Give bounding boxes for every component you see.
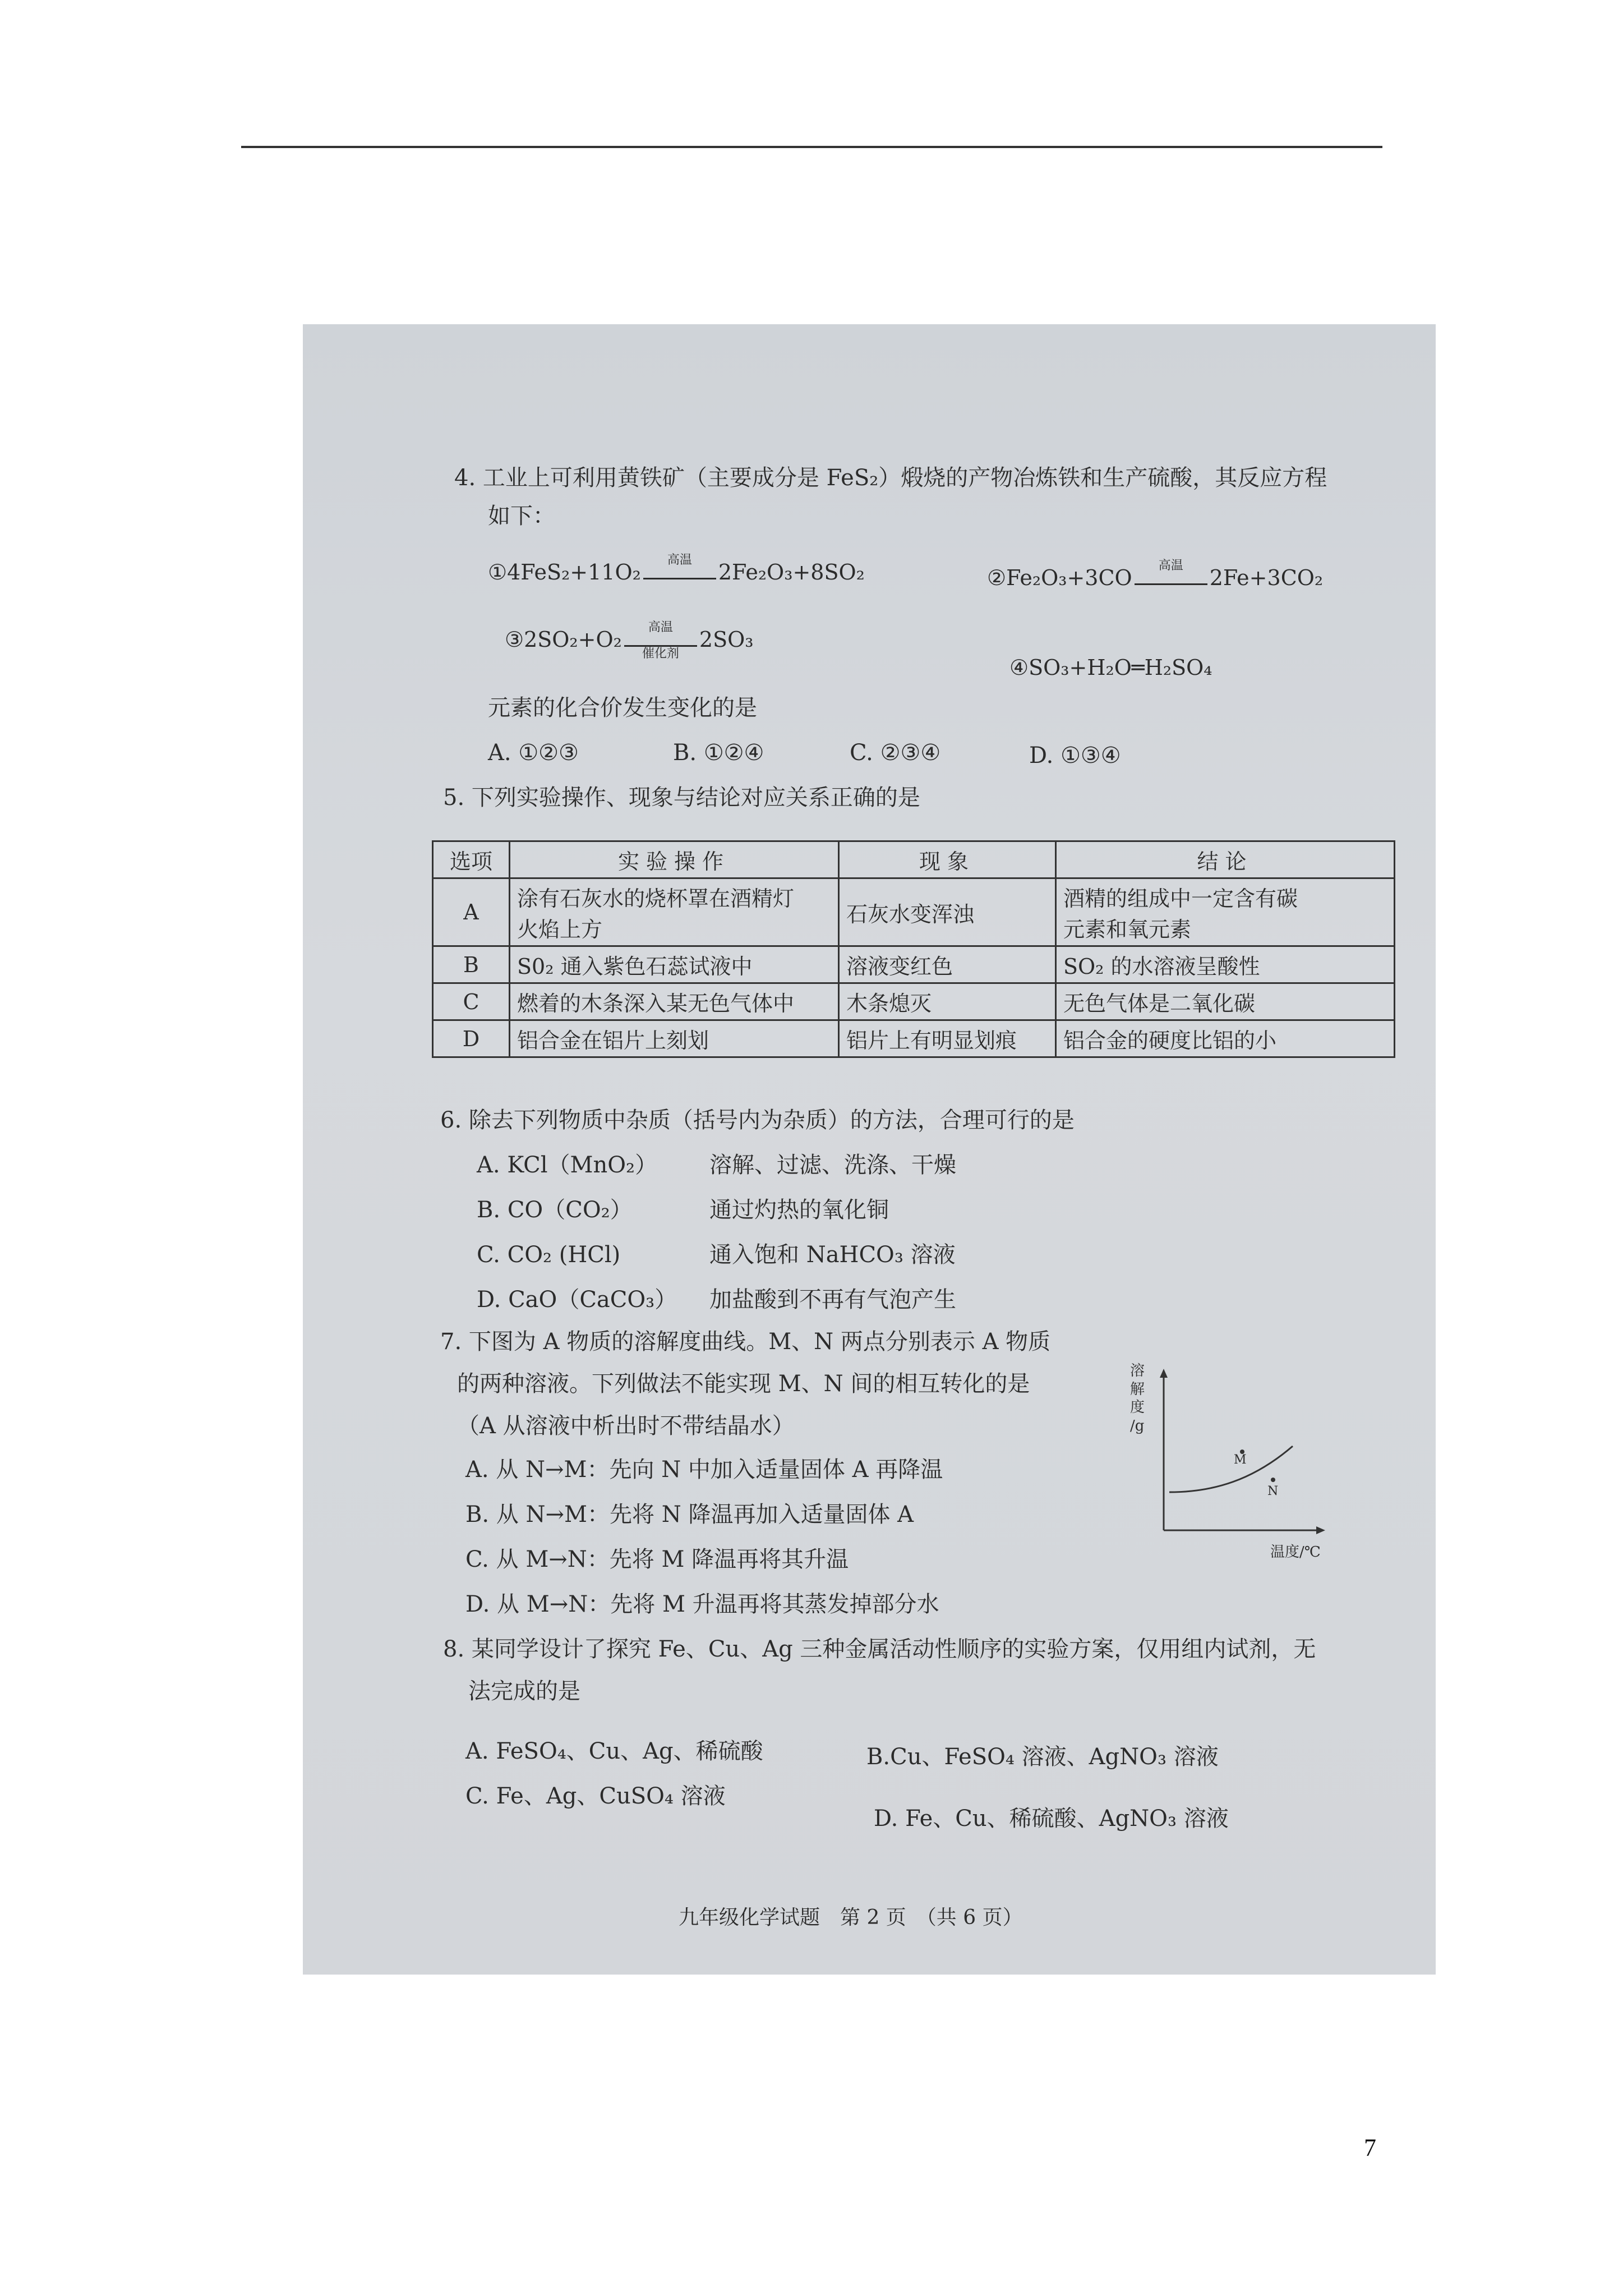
eq3-left: ③2SO₂+O₂ — [505, 627, 622, 652]
q4-equation-3 — [505, 620, 754, 661]
scan-footer: 九年级化学试题 第 2 页 （共 6 页） — [679, 1906, 1023, 1929]
q7-stem-line3: （A 从溶液中析出时不带结晶水） — [457, 1413, 795, 1439]
eq2-condition: 高温 — [1158, 559, 1183, 573]
q6-option-a-method: 溶解、过滤、洗涤、干燥 — [709, 1152, 956, 1178]
q4-option-b: B. ①②④ — [673, 740, 764, 766]
eq2-left: ②Fe₂O₃+3CO — [987, 565, 1132, 590]
q7-stem-line1: 7. 下图为 A 物质的溶解度曲线。M、N 两点分别表示 A 物质 — [440, 1329, 1051, 1355]
q6-option-d-method: 加盐酸到不再有气泡产生 — [709, 1287, 956, 1313]
q4-option-d: D. ①③④ — [1029, 743, 1121, 769]
eq1-right: 2Fe₂O₃+8SO₂ — [718, 560, 865, 585]
table-row — [433, 878, 1395, 946]
header-option: 选项 — [433, 841, 510, 878]
eq1-condition: 高温 — [667, 553, 692, 567]
point-m-label: M — [1234, 1453, 1247, 1467]
q8-option-a: A. FeSO₄、Cu、Ag、稀硫酸 — [465, 1738, 763, 1764]
eq1-left: ①4FeS₂+11O₂ — [488, 560, 641, 585]
header-conclusion: 结论 — [1056, 841, 1395, 878]
q6-option-b-label: B. CO（CO₂） — [477, 1197, 633, 1223]
header-phenomenon: 现象 — [839, 841, 1056, 878]
eq2-right: 2Fe+3CO₂ — [1209, 565, 1324, 590]
q6-stem: 6. 除去下列物质中杂质（括号内为杂质）的方法，合理可行的是 — [440, 1107, 1075, 1133]
row-conclusion: 无色气体是二氧化碳 — [1056, 983, 1395, 1020]
q8-option-b: B.Cu、FeSO₄ 溶液、AgNO₃ 溶液 — [866, 1744, 1219, 1770]
row-option: C — [433, 983, 510, 1020]
q7-stem-line2: 的两种溶液。下列做法不能实现 M、N 间的相互转化的是 — [457, 1371, 1030, 1397]
q5-stem: 5. 下列实验操作、现象与结论对应关系正确的是 — [443, 785, 920, 811]
q4-equation-4: ④SO₃+H₂O═H₂SO₄ — [1009, 655, 1212, 680]
q4-equation-1 — [488, 553, 865, 585]
q6-option-d-label: D. CaO（CaCO₃） — [477, 1287, 677, 1313]
row-operation: S0₂ 通入紫色石蕊试液中 — [510, 946, 839, 983]
point-n-dot — [1271, 1478, 1275, 1482]
row-operation: 铝合金在铝片上刻划 — [510, 1020, 839, 1057]
row-conclusion: 铝合金的硬度比铝的小 — [1056, 1020, 1395, 1057]
header-rule — [241, 146, 1382, 148]
q8-stem-line2: 法完成的是 — [468, 1678, 580, 1704]
row-phenomenon: 溶液变红色 — [839, 946, 1056, 983]
y-axis-label: 溶 解 度 /g — [1130, 1363, 1145, 1434]
eq3-right: 2SO₃ — [699, 627, 754, 652]
q7-option-d: D. 从 M→N：先将 M 升温再将其蒸发掉部分水 — [465, 1591, 939, 1617]
page-number: 7 — [1364, 2134, 1376, 2161]
header-operation: 实验操作 — [510, 841, 839, 878]
point-n-label: N — [1267, 1484, 1279, 1498]
q8-option-c: C. Fe、Ag、CuSO₄ 溶液 — [465, 1783, 726, 1809]
q6-option-b-method: 通过灼热的氧化铜 — [709, 1197, 889, 1223]
row-phenomenon: 木条熄灭 — [839, 983, 1056, 1020]
eq3-condition-top: 高温 — [648, 620, 673, 634]
q4-option-c: C. ②③④ — [850, 740, 941, 766]
row-option: A — [433, 878, 510, 946]
q7-option-c: C. 从 M→N：先将 M 降温再将其升温 — [465, 1547, 849, 1572]
table-row — [433, 1020, 1395, 1057]
q4-stem-line2: 如下： — [488, 503, 555, 529]
q7-option-a: A. 从 N→M：先向 N 中加入适量固体 A 再降温 — [465, 1457, 943, 1483]
row-operation: 燃着的木条深入某无色气体中 — [510, 983, 839, 1020]
row-operation: 涂有石灰水的烧杯罩在酒精灯 火焰上方 — [510, 878, 839, 946]
eq3-condition-bottom: 催化剂 — [642, 647, 679, 661]
q7-option-b: B. 从 N→M：先将 N 降温再加入适量固体 A — [465, 1502, 914, 1527]
row-conclusion: 酒精的组成中一定含有碳 元素和氧元素 — [1056, 878, 1395, 946]
q4-option-a: A. ①②③ — [488, 740, 579, 766]
scanned-exam-page — [303, 324, 1436, 1975]
q8-stem-line1: 8. 某同学设计了探究 Fe、Cu、Ag 三种金属活动性顺序的实验方案，仅用组内试剂，无 — [443, 1636, 1316, 1662]
q6-option-c-label: C. CO₂ (HCl) — [477, 1242, 621, 1268]
q4-equation-2 — [987, 559, 1324, 590]
row-option: D — [433, 1020, 510, 1057]
q4-question: 元素的化合价发生变化的是 — [488, 695, 757, 721]
table-row — [433, 946, 1395, 983]
row-phenomenon: 铝片上有明显划痕 — [839, 1020, 1056, 1057]
q4-stem-line1: 4. 工业上可利用黄铁矿（主要成分是 FeS₂）煅烧的产物冶炼铁和生产硫酸，其反应方程 — [454, 465, 1327, 491]
row-option: B — [433, 946, 510, 983]
experiment-table — [432, 840, 1395, 1058]
solubility-curve-figure — [1130, 1362, 1338, 1564]
table-header-row — [433, 841, 1395, 878]
x-axis-label: 温度/℃ — [1270, 1544, 1321, 1561]
row-conclusion: SO₂ 的水溶液呈酸性 — [1056, 946, 1395, 983]
q8-option-d: D. Fe、Cu、稀硫酸、AgNO₃ 溶液 — [874, 1806, 1229, 1832]
q6-option-a-label: A. KCl（MnO₂） — [477, 1152, 658, 1178]
q6-option-c-method: 通入饱和 NaHCO₃ 溶液 — [709, 1242, 956, 1268]
row-phenomenon: 石灰水变浑浊 — [839, 878, 1056, 946]
table-row — [433, 983, 1395, 1020]
